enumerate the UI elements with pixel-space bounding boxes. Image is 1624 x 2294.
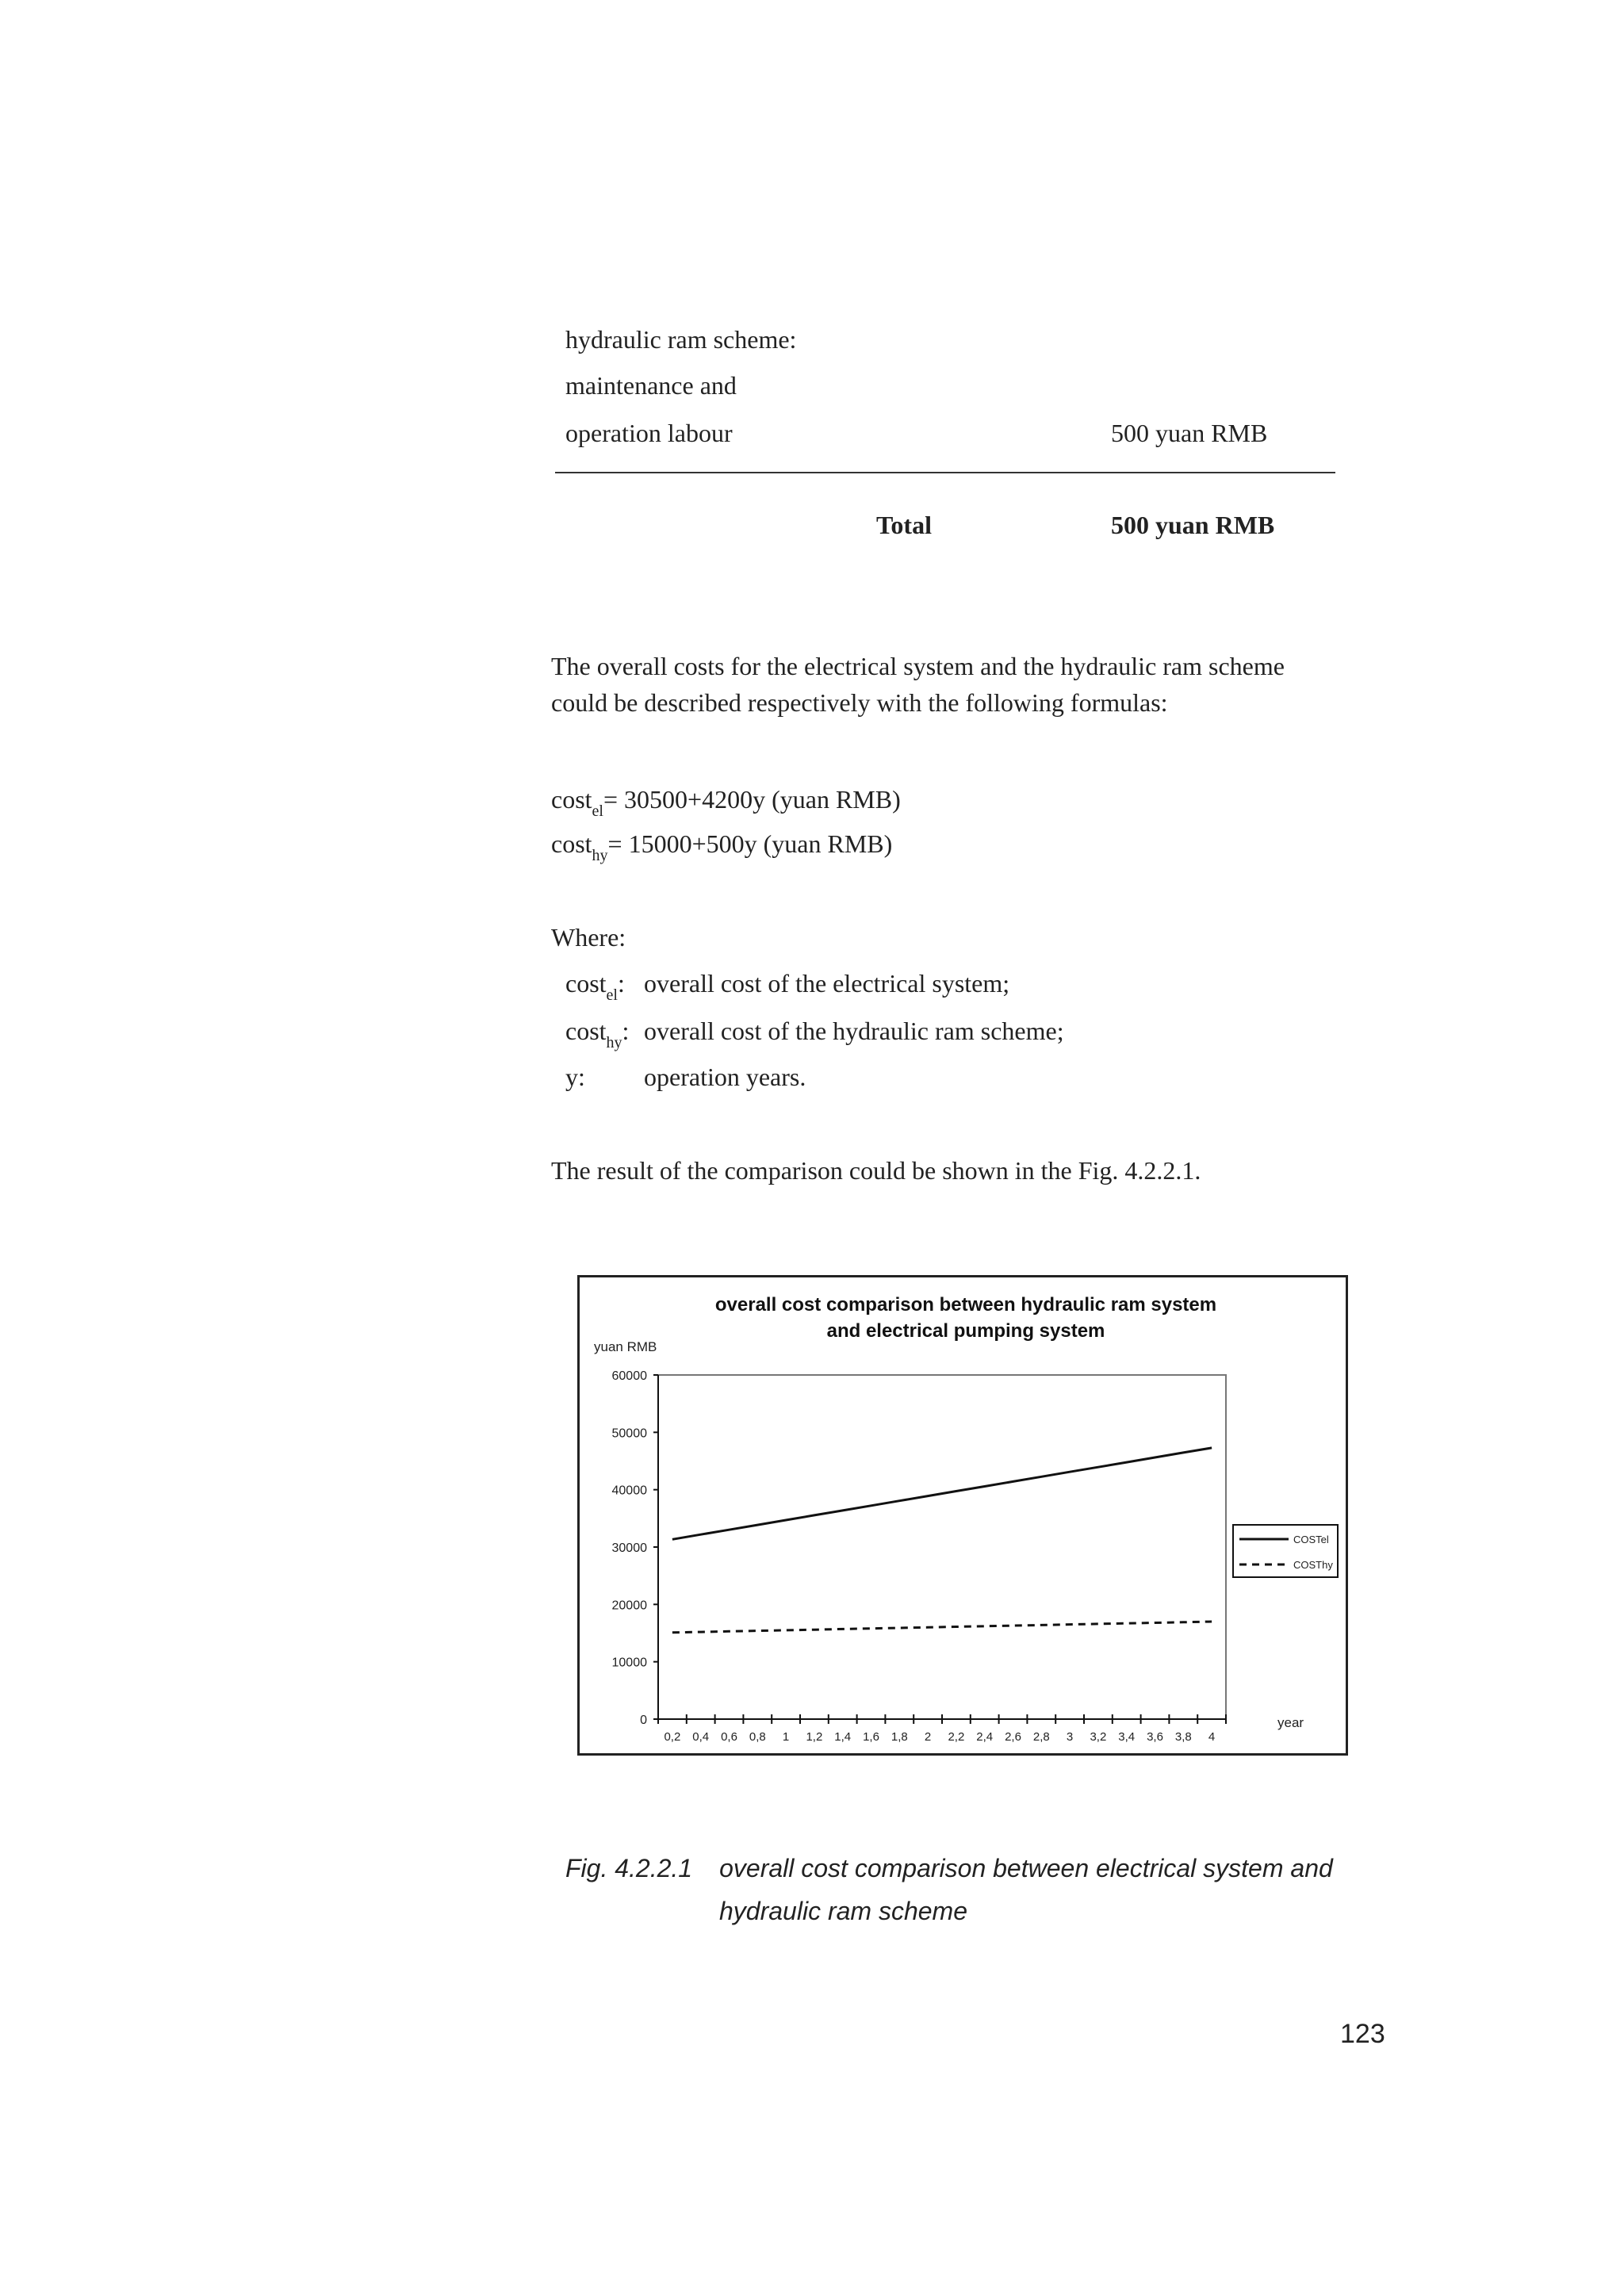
where-term-hy-sub: hy <box>606 1034 622 1051</box>
formula-hy-sub: hy <box>592 847 608 864</box>
formula-el-rhs: = 30500+4200y (yuan RMB) <box>603 785 901 814</box>
x-tick-label: 2 <box>924 1730 932 1744</box>
figure-caption-text1: overall cost comparison between electrical system and <box>719 1854 1333 1882</box>
x-tick-label: 1 <box>782 1730 790 1744</box>
x-tick-label: 4 <box>1208 1730 1216 1744</box>
y-tick-label: 40000 <box>611 1484 647 1498</box>
y-tick-label: 20000 <box>611 1599 647 1613</box>
x-tick-label: 0,2 <box>664 1730 681 1744</box>
where-term-hy-prefix: cost <box>565 1017 607 1045</box>
cost-item-value: 500 yuan RMB <box>1111 419 1268 447</box>
formula-hy-prefix: cost <box>551 829 592 858</box>
y-tick-label: 10000 <box>611 1656 647 1670</box>
x-tick-label: 3,6 <box>1147 1730 1163 1744</box>
x-tick-label: 3,8 <box>1174 1730 1192 1744</box>
x-tick-label: 3,4 <box>1118 1730 1136 1744</box>
chart-title-line2: and electrical pumping system <box>826 1320 1105 1342</box>
where-term-el-sub: el <box>606 986 618 1004</box>
x-tick-label: 0,8 <box>749 1730 766 1744</box>
page-number: 123 <box>1340 2019 1385 2049</box>
where-desc-y: operation years. <box>644 1063 806 1091</box>
figure-caption-line1 <box>565 1852 1333 1884</box>
where-desc-el: overall cost of the electrical system; <box>644 969 1010 998</box>
legend-label-costhy: COSThy <box>1293 1559 1333 1571</box>
x-tick-label: 2,6 <box>1005 1730 1021 1744</box>
series-line-costhy <box>672 1622 1212 1633</box>
where-term-el <box>565 967 625 1011</box>
chart-title-line1: overall cost comparison between hydraulic ram system <box>714 1294 1217 1316</box>
y-tick-label: 50000 <box>611 1427 647 1441</box>
x-tick-label: 1,8 <box>891 1730 908 1744</box>
y-axis-label: yuan RMB <box>594 1339 657 1354</box>
where-term-el-colon: : <box>617 969 625 998</box>
series-line-costel <box>672 1448 1212 1539</box>
intro-line2: could be described respectively with the following formulas: <box>551 688 1168 717</box>
y-tick-label: 60000 <box>611 1369 647 1383</box>
scheme-heading: hydraulic ram scheme: <box>565 325 797 354</box>
x-tick-label: 1,6 <box>863 1730 879 1744</box>
plot-area <box>658 1375 1226 1719</box>
where-term-y: y: <box>565 1063 585 1091</box>
where-term-hy-colon: : <box>622 1017 630 1045</box>
where-label: Where: <box>551 923 626 952</box>
figure-label: Fig. 4.2.2.1 <box>565 1854 693 1882</box>
x-tick-label: 2,4 <box>976 1730 994 1744</box>
x-tick-label: 0,6 <box>721 1730 737 1744</box>
x-tick-label: 3,2 <box>1090 1730 1107 1744</box>
x-tick-label: 0,4 <box>692 1730 710 1744</box>
result-text: The result of the comparison could be shown in the Fig. 4.2.2.1. <box>551 1156 1201 1185</box>
formula-hy <box>551 828 892 871</box>
total-value: 500 yuan RMB <box>1111 511 1275 539</box>
where-desc-hy: overall cost of the hydraulic ram scheme; <box>644 1017 1064 1045</box>
chart-frame <box>577 1275 1348 1756</box>
where-term-el-prefix: cost <box>565 969 607 998</box>
formula-el-sub: el <box>592 802 603 820</box>
cost-item-line2: operation labour <box>565 419 733 447</box>
formula-el <box>551 783 901 827</box>
table-divider <box>555 472 1335 473</box>
cost-item-line1: maintenance and <box>565 371 737 400</box>
total-label: Total <box>876 511 932 539</box>
x-axis-label: year <box>1277 1715 1304 1730</box>
figure-caption-line2: hydraulic ram scheme <box>719 1897 967 1925</box>
x-tick-label: 2,8 <box>1032 1730 1050 1744</box>
cost-comparison-chart <box>580 1277 1346 1753</box>
x-tick-label: 1,4 <box>834 1730 852 1744</box>
formula-el-prefix: cost <box>551 785 592 814</box>
y-tick-label: 0 <box>640 1714 647 1727</box>
intro-line1: The overall costs for the electrical system and the hydraulic ram scheme <box>551 652 1285 680</box>
formula-hy-rhs: = 15000+500y (yuan RMB) <box>607 829 893 858</box>
y-tick-label: 30000 <box>611 1541 647 1555</box>
x-tick-label: 1,2 <box>806 1730 823 1744</box>
where-term-hy <box>565 1015 629 1059</box>
x-tick-label: 2,2 <box>948 1730 965 1744</box>
legend-label-costel: COSTel <box>1293 1534 1329 1545</box>
x-tick-label: 3 <box>1066 1730 1074 1744</box>
